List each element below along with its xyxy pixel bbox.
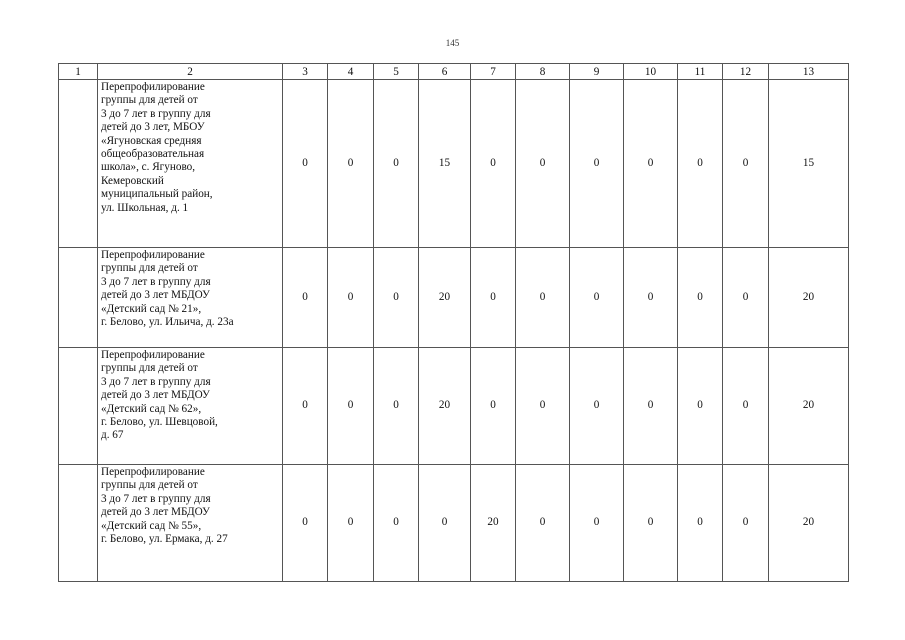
value-cell: 0 (570, 348, 624, 465)
value-cell: 0 (283, 80, 328, 248)
row-number-cell (59, 80, 98, 248)
column-header: 11 (678, 64, 723, 80)
table-row (59, 348, 849, 465)
value-cell: 0 (570, 248, 624, 348)
total-cell: 20 (769, 348, 849, 465)
data-table (58, 63, 849, 582)
table-row (59, 80, 849, 248)
value-cell: 20 (419, 248, 471, 348)
column-header: 6 (419, 64, 471, 80)
value-cell: 0 (283, 248, 328, 348)
value-cell: 0 (678, 465, 723, 582)
description-cell: Перепрофилирование группы для детей от 3 до 7 лет в группу для детей до 3 лет МБДОУ «Детский сад № 62», г. Белово, ул. Шевцовой, д. 67 (98, 348, 283, 465)
value-cell: 0 (471, 248, 516, 348)
total-cell: 15 (769, 80, 849, 248)
total-cell: 20 (769, 465, 849, 582)
value-cell: 0 (374, 465, 419, 582)
value-cell: 0 (516, 465, 570, 582)
column-header: 13 (769, 64, 849, 80)
row-number-cell (59, 348, 98, 465)
value-cell: 0 (471, 348, 516, 465)
description-cell: Перепрофилирование группы для детей от 3 до 7 лет в группу для детей до 3 лет, МБОУ «Ягуновская средняя общеобразовательная школа», с. Ягуново, Кемеровский муниципальный район, ул. Школьная, д. 1 (98, 80, 283, 248)
value-cell: 0 (570, 80, 624, 248)
value-cell: 0 (328, 248, 374, 348)
value-cell: 0 (328, 80, 374, 248)
table-row (59, 248, 849, 348)
column-header: 1 (59, 64, 98, 80)
column-header: 4 (328, 64, 374, 80)
value-cell: 0 (723, 348, 769, 465)
header-row (59, 64, 849, 80)
table-row (59, 465, 849, 582)
value-cell: 0 (283, 348, 328, 465)
column-header: 10 (624, 64, 678, 80)
value-cell: 0 (516, 80, 570, 248)
value-cell: 0 (374, 80, 419, 248)
value-cell: 0 (283, 465, 328, 582)
value-cell: 0 (723, 248, 769, 348)
column-header: 8 (516, 64, 570, 80)
value-cell: 0 (678, 248, 723, 348)
value-cell: 0 (516, 348, 570, 465)
total-cell: 20 (769, 248, 849, 348)
column-header: 3 (283, 64, 328, 80)
value-cell: 0 (678, 80, 723, 248)
value-cell: 20 (471, 465, 516, 582)
description-cell: Перепрофилирование группы для детей от 3 до 7 лет в группу для детей до 3 лет МБДОУ «Детский сад № 55», г. Белово, ул. Ермака, д. 27 (98, 465, 283, 582)
value-cell: 0 (678, 348, 723, 465)
value-cell: 0 (624, 465, 678, 582)
row-number-cell (59, 248, 98, 348)
value-cell: 0 (723, 80, 769, 248)
value-cell: 0 (624, 80, 678, 248)
column-header: 7 (471, 64, 516, 80)
value-cell: 0 (328, 465, 374, 582)
column-header: 12 (723, 64, 769, 80)
row-number-cell (59, 465, 98, 582)
value-cell: 0 (419, 465, 471, 582)
value-cell: 0 (570, 465, 624, 582)
description-cell: Перепрофилирование группы для детей от 3 до 7 лет в группу для детей до 3 лет МБДОУ «Детский сад № 21», г. Белово, ул. Ильича, д. 23а (98, 248, 283, 348)
column-header: 2 (98, 64, 283, 80)
value-cell: 0 (374, 248, 419, 348)
value-cell: 0 (624, 348, 678, 465)
value-cell: 0 (471, 80, 516, 248)
value-cell: 20 (419, 348, 471, 465)
column-header: 5 (374, 64, 419, 80)
page-number: 145 (445, 38, 460, 48)
value-cell: 15 (419, 80, 471, 248)
value-cell: 0 (516, 248, 570, 348)
column-header: 9 (570, 64, 624, 80)
value-cell: 0 (328, 348, 374, 465)
value-cell: 0 (624, 248, 678, 348)
value-cell: 0 (723, 465, 769, 582)
value-cell: 0 (374, 348, 419, 465)
